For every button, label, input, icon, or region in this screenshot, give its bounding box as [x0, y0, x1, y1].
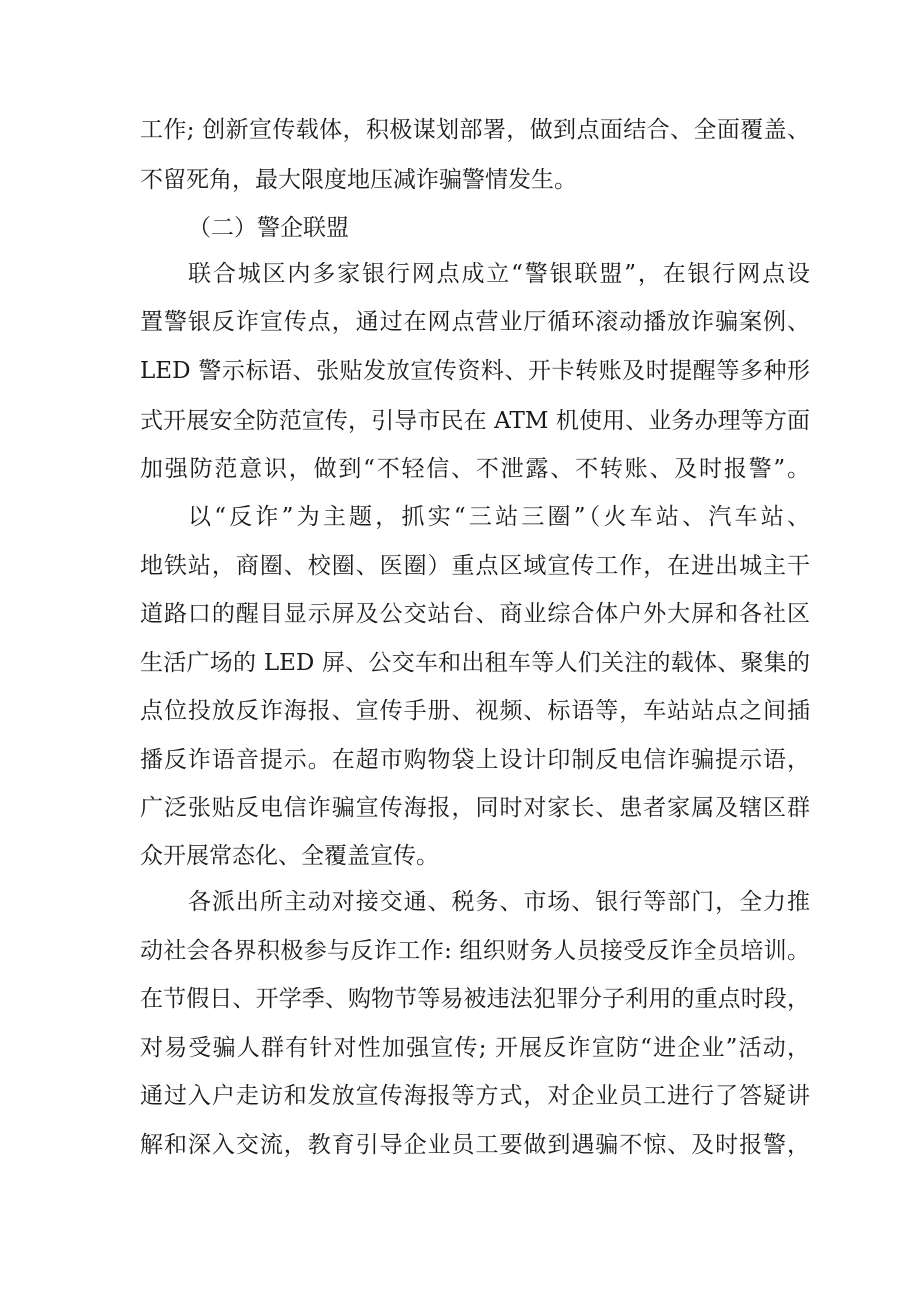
paragraph-line: 广泛张贴反电信诈骗宣传海报，同时对家长、患者家属及辖区群: [140, 795, 810, 821]
paragraph-line: LED 警示标语、张贴发放宣传资料、开卡转账及时提醒等多种形: [140, 358, 810, 384]
paragraph-line: 以“反诈”为主题，抓实“三站三圈”（火车站、汽车站、: [188, 504, 810, 530]
paragraph-line: 解和深入交流，教育引导企业员工要做到遇骗不惊、及时报警，: [140, 1132, 810, 1158]
paragraph-line: 工作; 创新宣传载体，积极谋划部署，做到点面结合、全面覆盖、: [140, 117, 810, 143]
section-heading: （二）警企联盟: [188, 215, 349, 241]
paragraph-line: 加强防范意识，做到“不轻信、不泄露、不转账、及时报警”。: [140, 456, 810, 482]
paragraph-line: 对易受骗人群有针对性加强宣传; 开展反诈宣防“进企业”活动，: [140, 1035, 810, 1061]
paragraph-line: 众开展常态化、全覆盖宣传。: [140, 843, 439, 869]
paragraph-line: 通过入户走访和发放宣传海报等方式，对企业员工进行了答疑讲: [140, 1083, 810, 1109]
paragraph-line: 地铁站，商圈、校圈、医圈）重点区域宣传工作，在进出城主干: [140, 553, 810, 579]
paragraph-line: 在节假日、开学季、购物节等易被违法犯罪分子利用的重点时段，: [140, 986, 810, 1012]
paragraph-line: 点位投放反诈海报、宣传手册、视频、标语等，车站站点之间插: [140, 698, 810, 724]
paragraph-line: 道路口的醒目显示屏及公交站台、商业综合体户外大屏和各社区: [140, 601, 810, 627]
paragraph-line: 播反诈语音提示。在超市购物袋上设计印制反电信诈骗提示语，: [140, 747, 810, 773]
paragraph-line: 联合城区内多家银行网点成立“警银联盟”，在银行网点设: [188, 261, 810, 287]
paragraph-line: 生活广场的 LED 屏、公交车和出租车等人们关注的载体、聚集的: [140, 650, 810, 676]
paragraph-line: 动社会各界积极参与反诈工作: 组织财务人员接受反诈全员培训。: [140, 938, 810, 964]
paragraph-line: 不留死角，最大限度地压减诈骗警情发生。: [140, 167, 577, 193]
paragraph-line: 式开展安全防范宣传，引导市民在 ATM 机使用、业务办理等方面: [140, 408, 810, 434]
paragraph-line: 置警银反诈宣传点，通过在网点营业厅循环滚动播放诈骗案例、: [140, 309, 810, 335]
paragraph-line: 各派出所主动对接交通、税务、市场、银行等部门，全力推: [188, 889, 810, 915]
